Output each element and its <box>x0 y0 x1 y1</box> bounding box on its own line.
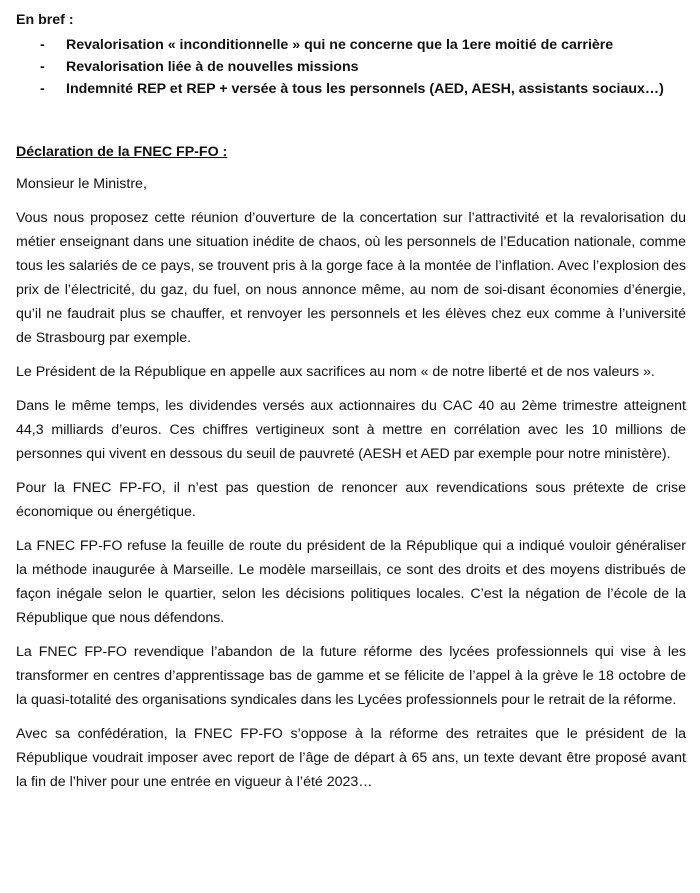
summary-list <box>16 34 686 100</box>
summary-item-text: Indemnité REP et REP + versée à tous les personnels (AED, AESH, assistants sociaux…) <box>66 81 664 97</box>
paragraph: Pour la FNEC FP-FO, il n’est pas question de renoncer aux revendications sous prétexte de crise économique ou énergétique. <box>16 480 686 520</box>
list-dash: - <box>40 81 45 97</box>
summary-item-text: Revalorisation « inconditionnelle » qui ne concerne que la 1ere moitié de carrière <box>66 37 614 53</box>
salutation: Monsieur le Ministre, <box>16 176 147 192</box>
paragraph: Le Président de la République en appelle aux sacrifices au nom « de notre liberté et de nos valeurs ». <box>16 364 655 380</box>
summary-title: En bref : <box>16 12 74 28</box>
summary-item <box>16 78 686 100</box>
paragraph: La FNEC FP-FO refuse la feuille de route du président de la République qui a indiqué vouloir généraliser la méthode inaugurée à Marseille. Le modèle marseillais, ce sont des droits et des moyens distribués de façon inégale selon le quartier, selon les décisions politiques locales. C’est la négation de l’école de la République que nous défendons. <box>16 538 686 626</box>
summary-item <box>16 34 686 56</box>
paragraph: Vous nous proposez cette réunion d’ouverture de la concertation sur l’attractivité et la revalorisation du métier enseignant dans une situation inédite de chaos, où les personnels de l’Education nationale, comme tous les salariés de ce pays, se trouvent pris à la gorge face à la montée de l’inflation. Avec l’explosion des prix de l’électricité, du gaz, du fuel, on nous annonce même, au nom de soi-disant économies d’énergie, qu’il ne faudrait plus se chauffer, et renvoyer les personnels et les élèves chez eux comme à l’université de Strasbourg par exemple. <box>16 210 686 346</box>
summary-item <box>16 56 686 78</box>
paragraph: Dans le même temps, les dividendes versés aux actionnaires du CAC 40 au 2ème trimestre atteignent 44,3 milliards d’euros. Ces chiffres vertigineux sont à mettre en corrélation avec les 10 millions de personnes qui vivent en dessous du seuil de pauvreté (AESH et AED par exemple pour notre ministère). <box>16 398 686 462</box>
paragraph: La FNEC FP-FO revendique l’abandon de la future réforme des lycées professionnels qui vise à les transformer en centres d’apprentissage bas de gamme et se félicite de l’appel à la grève le 18 octobre de la quasi-totalité des organisations syndicales dans les Lycées professionnels pour le retrait de la réforme. <box>16 644 686 708</box>
paragraph: Avec sa confédération, la FNEC FP-FO s’oppose à la réforme des retraites que le président de la République voudrait imposer avec report de l’âge de départ à 65 ans, un texte devant être proposé avant la fin de l’hiver pour une entrée en vigueur à l’été 2023… <box>16 726 686 790</box>
list-dash: - <box>40 37 45 53</box>
summary-item-text: Revalorisation liée à de nouvelles missions <box>66 59 359 75</box>
list-dash: - <box>40 59 45 75</box>
declaration-title: Déclaration de la FNEC FP-FO : <box>16 144 228 160</box>
